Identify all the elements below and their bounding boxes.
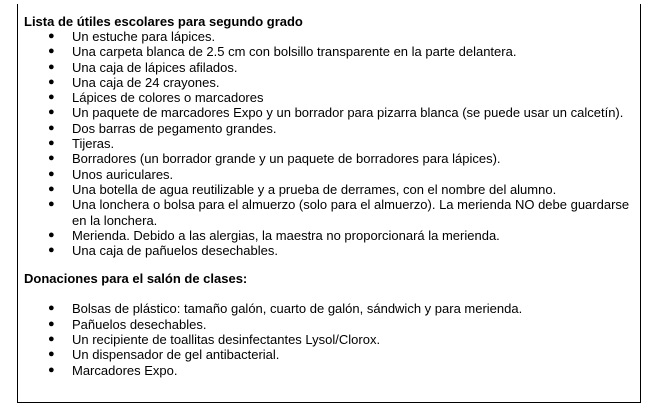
bullet-icon: ● [48, 348, 55, 361]
bullet-icon: ● [48, 45, 55, 58]
bullet-icon: ● [48, 228, 55, 241]
bullet-icon: ● [48, 363, 55, 376]
bullet-icon: ● [48, 302, 55, 315]
list-item: ● Una botella de agua reutilizable y a prueba de derrames, con el nombre del alumno. [48, 181, 557, 197]
donations-heading: Donaciones para el salón de clases: [24, 271, 248, 287]
list-item: ● Dos barras de pegamento grandes. [48, 120, 277, 136]
list-item: ● Un paquete de marcadores Expo y un borrador para pizarra blanca (se puede usar un calcetín). [48, 105, 624, 121]
section-gap [24, 258, 636, 271]
bullet-icon: ● [48, 167, 55, 180]
list-item: ● Borradores (un borrador grande y un paquete de borradores para lápices). [48, 151, 501, 167]
supply-list [24, 29, 636, 258]
bullet-icon: ● [48, 30, 55, 42]
document-page [17, 4, 641, 403]
list-item: ● Una caja de pañuelos desechables. [48, 243, 278, 259]
list-item: ● Una caja de 24 crayones. [48, 74, 220, 90]
document-content [24, 14, 636, 378]
bullet-icon: ● [48, 333, 55, 346]
list-item: ● Pañuelos desechables. [48, 316, 207, 332]
list-item: ● Tijeras. [48, 136, 115, 152]
bullet-icon: ● [48, 106, 55, 119]
list-item: ● Una carpeta blanca de 2.5 cm con bolsillo transparente en la parte delantera. [48, 44, 517, 60]
bullet-icon: ● [48, 60, 55, 73]
heading-gap [24, 286, 636, 301]
bullet-icon: ● [48, 244, 55, 257]
bullet-icon: ● [48, 317, 55, 330]
bullet-icon: ● [48, 121, 55, 134]
donations-list [24, 301, 636, 377]
list-item: ● Bolsas de plástico: tamaño galón, cuarto de galón, sándwich y para merienda. [48, 301, 523, 317]
list-item: ● Un estuche para lápices. [48, 29, 216, 44]
bullet-icon: ● [48, 137, 55, 150]
bullet-icon: ● [48, 91, 55, 104]
bullet-icon: ● [48, 152, 55, 165]
list-item: ● Una lonchera o bolsa para el almuerzo (solo para el almuerzo). La merienda NO debe guardarse en la lonchera. [48, 197, 630, 228]
bullet-icon: ● [48, 198, 55, 211]
list-item: ● Una caja de lápices afilados. [48, 59, 238, 75]
bullet-icon: ● [48, 182, 55, 195]
list-item: ● Merienda. Debido a las alergias, la maestra no proporcionará la merienda. [48, 227, 500, 243]
list-item: ● Un recipiente de toallitas desinfectantes Lysol/Clorox. [48, 332, 381, 348]
list-item: ● Marcadores Expo. [48, 362, 178, 378]
bullet-icon: ● [48, 75, 55, 88]
list-item: ● Unos auriculares. [48, 166, 174, 182]
list-item: ● Lápices de colores o marcadores [48, 90, 264, 106]
supply-list-heading: Lista de útiles escolares para segundo grado [24, 14, 303, 29]
list-item: ● Un dispensador de gel antibacterial. [48, 347, 280, 363]
